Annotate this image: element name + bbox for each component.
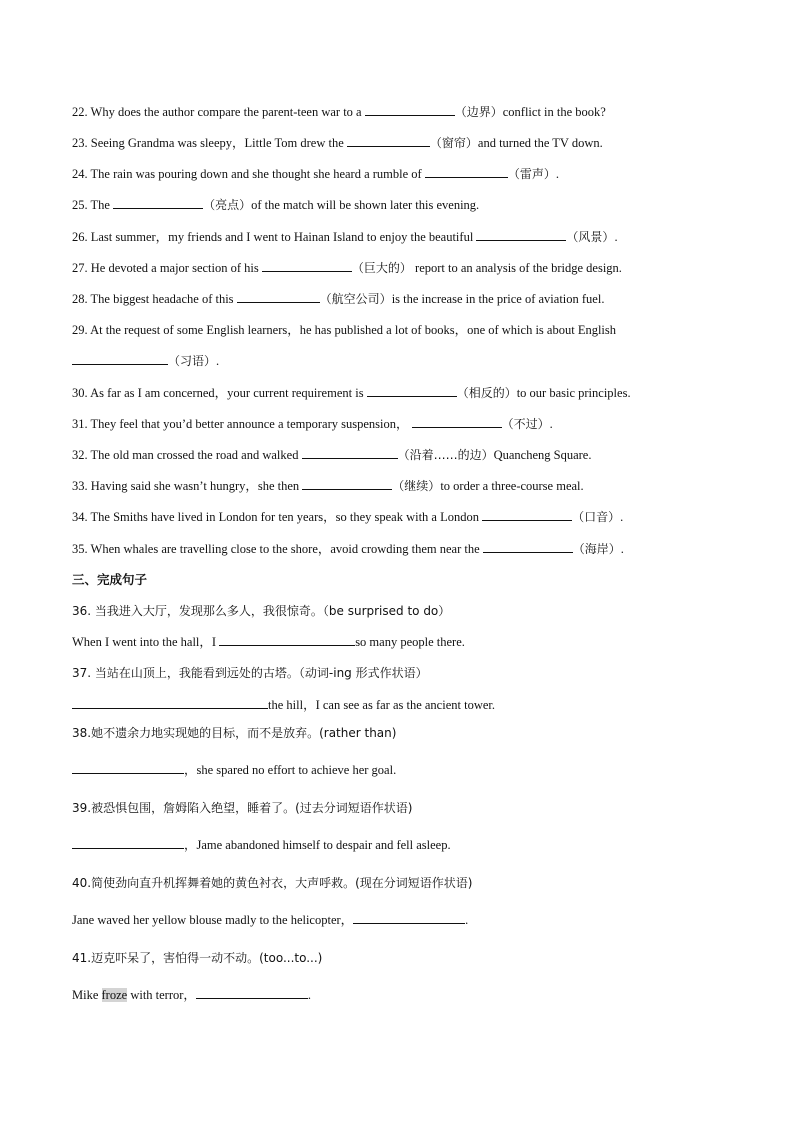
answer-blank[interactable] <box>262 259 352 272</box>
question-27: 27. He devoted a major section of his （巨大的） report to an analysis of the bridge design. <box>72 261 622 275</box>
answer-blank[interactable] <box>425 165 508 178</box>
question-26: 26. Last summer，my friends and I went to Hainan Island to enjoy the beautiful （风景）. <box>72 230 618 244</box>
answer-blank[interactable] <box>196 986 308 999</box>
question-33: 33. Having said she wasn’t hungry，she then （继续）to order a three-course meal. <box>72 479 584 493</box>
question-41-prompt: 41.迈克吓呆了，害怕得一动不动。(too...to...) <box>72 951 323 965</box>
question-40-answer: Jane waved her yellow blouse madly to the helicopter， . <box>72 913 469 927</box>
answer-blank[interactable] <box>72 761 184 774</box>
answer-blank[interactable] <box>72 352 168 365</box>
question-41-answer: Mike froze with terror， . <box>72 988 312 1002</box>
answer-blank[interactable] <box>476 228 566 241</box>
answer-blank[interactable] <box>302 477 392 490</box>
answer-blank[interactable] <box>72 696 268 709</box>
section-heading: 三、完成句子 <box>72 572 148 587</box>
question-40-prompt: 40.简使劲向直升机挥舞着她的黄色衬衣，大声呼救。(现在分词短语作状语) <box>72 876 473 890</box>
answer-blank[interactable] <box>365 103 455 116</box>
answer-blank[interactable] <box>347 134 430 147</box>
question-28: 28. The biggest headache of this （航空公司）is the increase in the price of aviation fuel. <box>72 292 605 306</box>
answer-blank[interactable] <box>412 415 502 428</box>
question-37-answer: the hill，I can see as far as the ancient tower. <box>72 696 754 714</box>
question-39-prompt: 39.被恐惧包围，詹姆陷入绝望，睡着了。(过去分词短语作状语) <box>72 801 413 815</box>
answer-blank[interactable] <box>367 384 457 397</box>
question-23: 23. Seeing Grandma was sleepy，Little Tom drew the （窗帘）and turned the TV down. <box>72 136 603 150</box>
question-24: 24. The rain was pouring down and she thought she heard a rumble of （雷声）. <box>72 167 559 181</box>
question-29: 29. At the request of some English learners，he has published a lot of books，one of which is about English <box>72 323 617 337</box>
question-35: 35. When whales are travelling close to the shore，avoid crowding them near the （海岸）. <box>72 542 624 556</box>
question-31: 31. They feel that you’d better announce a temporary suspension， （不过）. <box>72 417 553 431</box>
question-36-prompt: 36. 当我进入大厅，发现那么多人，我很惊奇。（be surprised to do） <box>72 604 451 618</box>
question-32: 32. The old man crossed the road and walked （沿着……的边）Quancheng Square. <box>72 448 592 462</box>
question-29-continued: （习语）. <box>72 352 754 370</box>
answer-blank[interactable] <box>237 290 320 303</box>
question-36-answer: When I went into the hall，I so many people there. <box>72 635 465 649</box>
answer-blank[interactable] <box>302 446 398 459</box>
answer-blank[interactable] <box>113 196 203 209</box>
question-25: 25. The （亮点）of the match will be shown later this evening. <box>72 198 480 212</box>
answer-blank[interactable] <box>482 508 572 521</box>
question-39-answer: ，Jame abandoned himself to despair and fell asleep. <box>72 836 754 854</box>
question-37-prompt: 37. 当站在山顶上，我能看到远处的古塔。（动词-ing 形式作状语） <box>72 666 428 680</box>
answer-blank[interactable] <box>72 836 184 849</box>
answer-blank[interactable] <box>353 911 465 924</box>
answer-blank[interactable] <box>219 633 355 646</box>
question-38-answer: ，she spared no effort to achieve her goal. <box>72 761 754 779</box>
highlighted-word: froze <box>101 988 128 1002</box>
question-34: 34. The Smiths have lived in London for ten years，so they speak with a London （口音）. <box>72 510 624 524</box>
question-30: 30. As far as I am concerned，your current requirement is （相反的）to our basic principles. <box>72 386 631 400</box>
question-22: 22. Why does the author compare the parent-teen war to a （边界）conflict in the book? <box>72 105 606 119</box>
question-38-prompt: 38.她不遗余力地实现她的目标，而不是放弃。(rather than) <box>72 726 397 740</box>
answer-blank[interactable] <box>483 540 573 553</box>
